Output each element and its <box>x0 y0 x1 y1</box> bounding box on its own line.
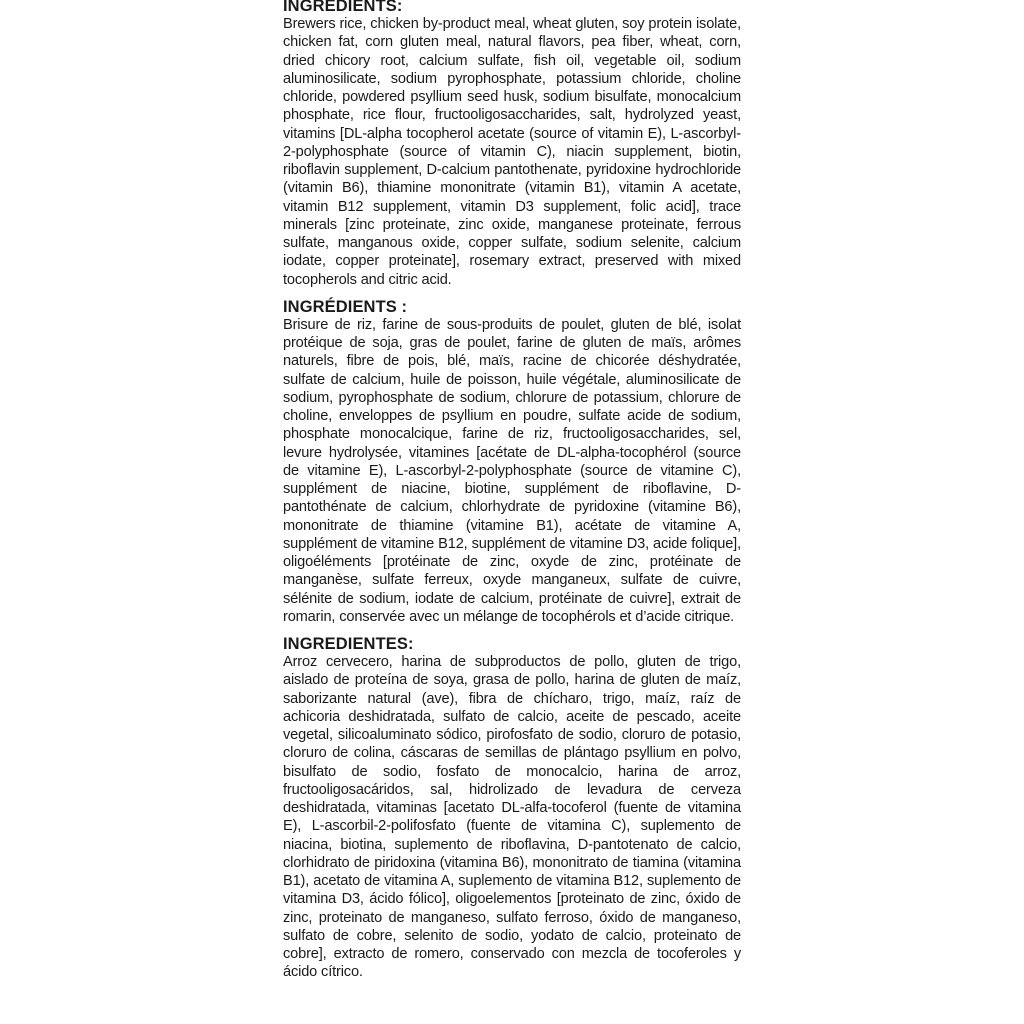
ingredient-list-french: Brisure de riz, farine de sous-produits de poulet, gluten de blé, isolat protéique de soja, gras de poulet, farine de gluten de maïs, arômes naturels, fibre de pois, blé, maïs, racine de chicorée déshydratée, sulfate de calcium, huile de poisson, huile végétale, aluminosilicate de sodium, pyrophosphate de sodium, chlorure de potassium, chlorure de choline, enveloppes de psyllium en poudre, sulfate acide de sodium, phosphate monocalcique, farine de riz, fructooligosaccharides, sel, levure hydrolysée, vitamines [acétate de DL-alpha-tocophérol (source de vitamine E), L-ascorbyl-2-polyphosphate (source de vitamine C), supplément de niacine, biotine, supplément de riboflavine, D-pantothénate de calcium, chlorhydrate de pyridoxine (vitamine B6), mononitrate de thiamine (vitamine B1), acétate de vitamine A, supplément de vitamine B12, supplément de vitamine D3, acide folique], oligoéléments [protéinate de zinc, oxyde de zinc, protéinate de manganèse, sulfate ferreux, oxyde manganeux, sulfate de cuivre, sélénite de sodium, iodate de calcium, protéinate de cuivre], extrait de romarin, conservée avec un mélange de tocophérols et d’acide citrique. <box>283 316 741 625</box>
section-heading-spanish: INGREDIENTES: <box>283 635 414 653</box>
ingredients-section-spanish <box>283 635 741 982</box>
ingredients-label-panel <box>283 0 741 982</box>
ingredient-list-english: Brewers rice, chicken by-product meal, wheat gluten, soy protein isolate, chicken fat, corn gluten meal, natural flavors, pea fiber, wheat, corn, dried chicory root, calcium sulfate, fish oil, vegetable oil, sodium aluminosilicate, sodium pyrophosphate, potassium chloride, choline chloride, powdered psyllium seed husk, sodium bisulfate, monocalcium phosphate, rice flour, fructooligosaccharides, salt, hydrolyzed yeast, vitamins [DL-alpha tocopherol acetate (source of vitamin E), L-ascorbyl-2-polyphosphate (source of vitamin C), niacin supplement, biotin, riboflavin supplement, D-calcium pantothenate, pyridoxine hydrochloride (vitamin B6), thiamine mononitrate (vitamin B1), vitamin A acetate, vitamin B12 supplement, vitamin D3 supplement, folic acid], trace minerals [zinc proteinate, zinc oxide, manganese proteinate, ferrous sulfate, manganous oxide, copper sulfate, sodium selenite, calcium iodate, copper proteinate], rosemary extract, preserved with mixed tocopherols and citric acid. <box>283 16 741 288</box>
section-heading-french: INGRÉDIENTS : <box>283 297 408 316</box>
ingredients-section-english <box>283 0 741 289</box>
ingredient-list-spanish: Arroz cervecero, harina de subproductos de pollo, gluten de trigo, aislado de proteína de soya, grasa de pollo, harina de gluten de maíz, saborizante natural (ave), fibra de chícharo, trigo, maíz, raíz de achicoria deshidratada, sulfato de calcio, aceite de pescado, aceite vegetal, silicoaluminato sódico, pirofosfato de sodio, cloruro de potasio, cloruro de colina, cáscaras de semillas de plántago psyllium en polvo, bisulfato de sodio, fosfato de monocalcio, harina de arroz, fructooligosacáridos, sal, hidrolizado de levadura de cerveza deshidratada, vitaminas [acetato DL-alfa-tocoferol (fuente de vitamina E), L-ascorbil-2-polifosfato (fuente de vitamina C), suplemento de niacina, biotina, suplemento de riboflavina, D-pantotenato de calcio, clorhidrato de piridoxina (vitamina B6), mononitrato de tiamina (vitamina B1), acetato de vitamina A, suplemento de vitamina B12, suplemento de vitamina D3, ácido fólico], oligoelementos [proteinato de zinc, óxido de zinc, proteinato de manganeso, sulfato ferroso, óxido de manganeso, sulfato de cobre, selenito de sodio, yodato de calcio, proteinato de cobre], extracto de romero, conservado con mezcla de tocoferoles y ácido cítrico. <box>283 654 741 981</box>
section-heading-english: INGREDIENTS: <box>283 0 403 15</box>
ingredients-section-french <box>283 298 741 626</box>
